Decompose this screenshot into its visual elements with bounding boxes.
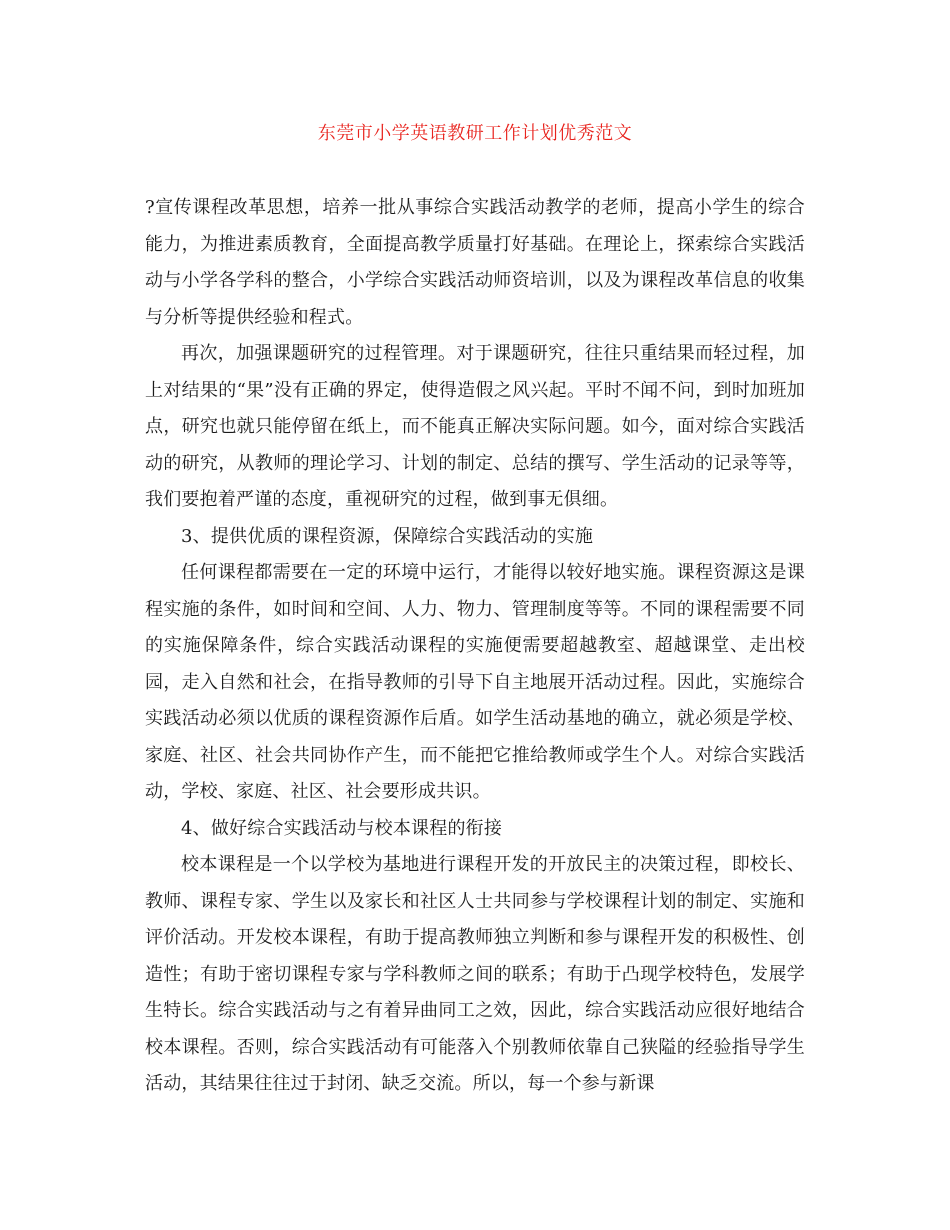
document-title: 东莞市小学英语教研工作计划优秀范文 <box>317 123 633 144</box>
paragraph-2: 再次，加强课题研究的过程管理。对于课题研究，往往只重结果而轻过程，加上对结果的“果”没有正确的界定，使得造假之风兴起。平时不闻不问，到时加班加点，研究也就只能停留在纸上，而不能真正解决实际问题。如今，面对综合实践活动的研究，从教师的理论学习、计划的制定、总结的撰写、学生活动的记录等等，我们要抱着严谨的态度，重视研究的过程，做到事无俱细。 <box>145 343 805 510</box>
document-body <box>145 190 805 1103</box>
section-heading-4: 4、做好综合实践活动与校本课程的衔接 <box>181 817 503 839</box>
section-heading-3: 3、提供优质的课程资源，保障综合实践活动的实施 <box>181 525 594 547</box>
paragraph-4: 校本课程是一个以学校为基地进行课程开发的开放民主的决策过程，即校长、教师、课程专家、学生以及家长和社区人士共同参与学校课程计划的制定、实施和评价活动。开发校本课程，有助于提高教师独立判断和参与课程开发的积极性、创造性；有助于密切课程专家与学科教师之间的联系；有助于凸现学校特色，发展学生特长。综合实践活动与之有着异曲同工之效，因此，综合实践活动应很好地结合校本课程。否则，综合实践活动有可能落入个别教师依靠自己狭隘的经验指导学生活动，其结果往往过于封闭、缺乏交流。所以，每一个参与新课 <box>145 854 805 1094</box>
paragraph-3: 任何课程都需要在一定的环境中运行，才能得以较好地实施。课程资源这是课程实施的条件，如时间和空间、人力、物力、管理制度等等。不同的课程需要不同的实施保障条件，综合实践活动课程的实施便需要超越教室、超越课堂、走出校园，走入自然和社会，在指导教师的引导下自主地展开活动过程。因此，实施综合实践活动必须以优质的课程资源作后盾。如学生活动基地的确立，就必须是学校、家庭、社区、社会共同协作产生，而不能把它推给教师或学生个人。对综合实践活动，学校、家庭、社区、社会要形成共识。 <box>145 562 805 802</box>
paragraph-1: ?宣传课程改革思想，培养一批从事综合实践活动教学的老师，提高小学生的综合能力，为推进素质教育，全面提高教学质量打好基础。在理论上，探索综合实践活动与小学各学科的整合，小学综合实践活动师资培训，以及为课程改革信息的收集与分析等提供经验和程式。 <box>145 197 805 328</box>
